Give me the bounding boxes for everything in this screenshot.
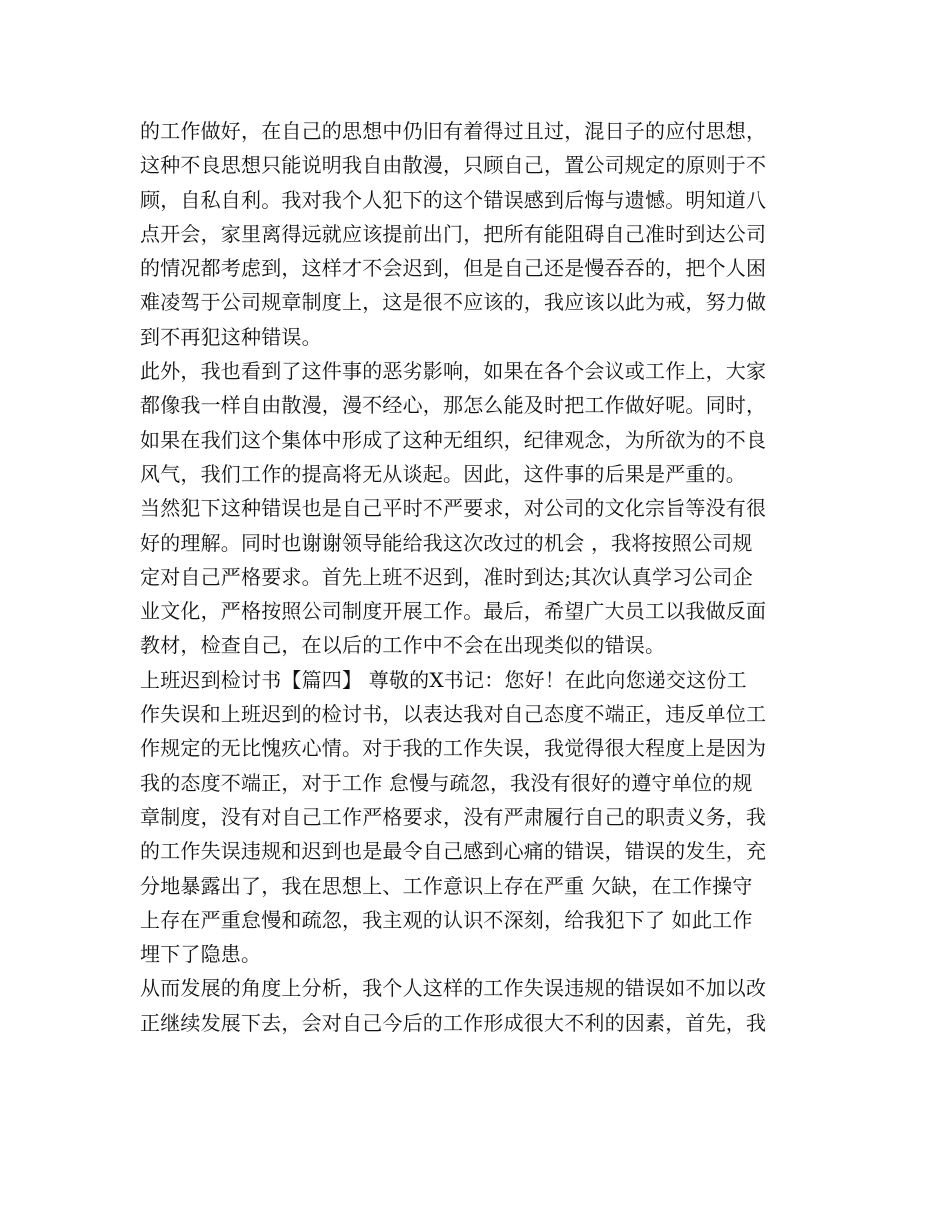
text-line: 作规定的无比愧疚心情。对于我的工作失误，我觉得很大程度上是因为: [140, 736, 767, 761]
text-line: 业文化，严格按照公司制度开展工作。最后，希望广大员工以我做反面: [140, 599, 767, 624]
text-line: 如果在我们这个集体中形成了这种无组织，纪律观念，为所欲为的不良: [140, 427, 767, 452]
text-line: 上班迟到检讨书【篇四】 尊敬的X书记：您好！在此向您递交这份工: [140, 667, 747, 692]
text-line: 的工作失误违规和迟到也是最令自己感到心痛的错误，错误的发生，充: [140, 839, 767, 864]
text-line: 都像我一样自由散漫，漫不经心，那怎么能及时把工作做好呢。同时，: [140, 393, 767, 418]
text-line: 作失误和上班迟到的检讨书，以表达我对自己态度不端正，违反单位工: [140, 702, 767, 727]
text-line: 难凌驾于公司规章制度上，这是很不应该的，我应该以此为戒，努力做: [140, 290, 767, 315]
text-line: 好的理解。同时也谢谢领导能给我这次改过的机会 ，我将按照公司规: [140, 530, 753, 555]
text-line: 定对自己严格要求。首先上班不迟到，准时到达;其次认真学习公司企: [140, 564, 753, 589]
text-line: 这种不良思想只能说明我自由散漫，只顾自己，置公司规定的原则于不: [140, 153, 767, 178]
text-line: 的情况都考虑到，这样才不会迟到，但是自己还是慢吞吞的，把个人困: [140, 256, 767, 281]
text-line: 章制度，没有对自己工作严格要求，没有严肃履行自己的职责义务，我: [140, 804, 767, 829]
text-line: 的工作做好，在自己的思想中仍旧有着得过且过，混日子的应付思想，: [140, 119, 767, 143]
document-body: [140, 114, 820, 1040]
text-line: 埋下了隐患。: [140, 942, 262, 967]
text-line: 教材，检查自己，在以后的工作中不会在出现类似的错误。: [140, 633, 666, 658]
text-line: 点开会，家里离得远就应该提前出门，把所有能阻碍自己准时到达公司: [140, 221, 767, 246]
text-line: 从而发展的角度上分析，我个人这样的工作失误违规的错误如不加以改: [140, 976, 767, 1001]
text-line: 到不再犯这种错误。: [140, 324, 322, 349]
text-line: 顾，自私自利。我对我个人犯下的这个错误感到后悔与遗憾。明知道八: [140, 187, 767, 212]
text-line: 当然犯下这种错误也是自己平时不严要求，对公司的文化宗旨等没有很: [140, 496, 767, 521]
text-line: 我的态度不端正，对于工作 怠慢与疏忽，我没有很好的遵守单位的规: [140, 770, 753, 795]
text-line: 此外，我也看到了这件事的恶劣影响，如果在各个会议或工作上，大家: [140, 359, 767, 384]
text-line: 上存在严重怠慢和疏忽，我主观的认识不深刻，给我犯下了 如此工作: [140, 907, 753, 932]
text-line: 分地暴露出了，我在思想上、工作意识上存在严重 欠缺，在工作操守: [140, 873, 753, 898]
text-line: 风气，我们工作的提高将无从谈起。因此，这件事的后果是严重的。: [140, 461, 746, 486]
text-line: 正继续发展下去，会对自己今后的工作形成很大不利的因素，首先，我: [140, 1010, 767, 1035]
